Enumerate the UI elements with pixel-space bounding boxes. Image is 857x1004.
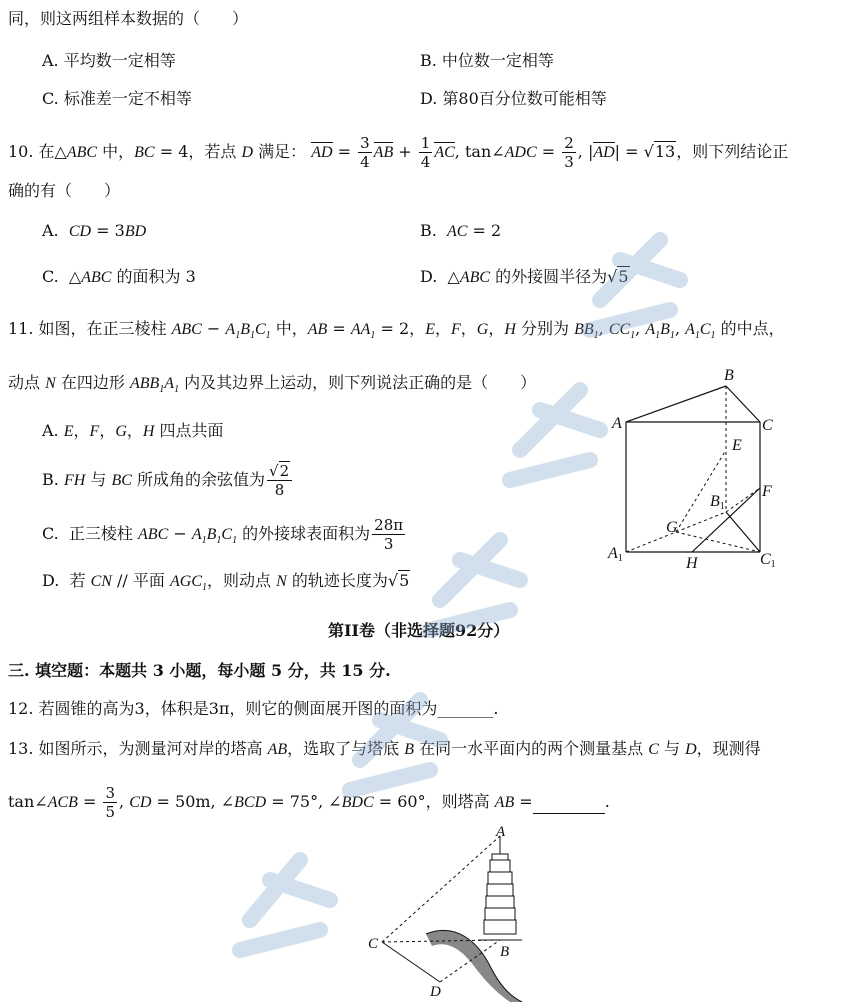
q9-option-d: D. 第80百分位数可能相等 <box>420 89 607 108</box>
q10-vector-equation: AD = $\frac{3}{4}$ AB + $\frac{1}{4}$ AC, tan∠ADC = $\frac{2}{3}$ , |AD| = √13 <box>311 134 676 171</box>
pagoda <box>478 836 522 940</box>
q10-stem: 10. 在△ABC 中，BC = 4，若点 D 满足： AD = $\frac{3}{4}$ AB + $\frac{1}{4}$ AC, tan∠ADC = $\frac{2}{3}$ , |AD| = √13，则下列结论正 <box>8 134 789 171</box>
section-3-heading: 三. 填空题：本题共 3 小题，每小题 5 分，共 15 分. <box>8 661 391 680</box>
q11-option-c: C. 正三棱柱 ABC − $A_1B_1C_1$ 的外接球表面积为 $\frac{28\pi}{3}$ <box>42 516 404 553</box>
q9-option-b: B. 中位数一定相等 <box>420 51 554 70</box>
q9-option-a: A. 平均数一定相等 <box>42 51 176 70</box>
q10-lead: 10. 在△ABC 中，BC = 4，若点 D 满足： <box>8 142 307 161</box>
tower-label-b: B <box>500 944 510 960</box>
q11-stem-line1: 11. 如图，在正三棱柱 ABC − $A_1B_1C_1$ 中，AB = $AA_1 = 2$，E，F，G，H 分别为 $BB_1$, $CC_1$, $A_1B_1$, $A_1C_1$ 的中点， <box>8 319 785 342</box>
q11-option-a: A. E，F，G，H 四点共面 <box>42 421 224 440</box>
label-f: F <box>762 483 772 500</box>
q10-option-c: C. △ABC 的面积为 3 <box>42 267 196 286</box>
label-c: C <box>762 417 773 434</box>
tower-label-d: D <box>430 984 441 1000</box>
prism-figure <box>600 364 790 574</box>
q11-stem-line2: 动点 N 在四边形 $ABB_1A_1$ 内及其边界上运动，则下列说法正确的是（ ） <box>8 373 537 396</box>
q11-option-d: D. 若 CN // 平面 $AGC_1$，则动点 N 的轨迹长度为√5 <box>42 571 410 594</box>
q10-stem-line2: 确的有（ ） <box>8 181 121 200</box>
q10-option-a: A. CD = 3BD <box>42 221 147 240</box>
label-g: G <box>666 519 678 536</box>
q13-stem-line1: 13. 如图所示，为测量河对岸的塔高 AB，选取了与塔底 B 在同一水平面内的两个测量基点 C 与 D，现测得 <box>8 739 761 758</box>
label-b: B <box>724 367 734 384</box>
label-b1: B1 <box>710 493 725 512</box>
q10-option-d: D. △ABC 的外接圆半径为√5 <box>420 267 629 286</box>
label-c1: C1 <box>760 551 776 570</box>
label-a: A <box>612 415 622 432</box>
q12-stem: 12. 若圆锥的高为3，体积是3π，则它的侧面展开图的面积为_______. <box>8 699 499 718</box>
label-e: E <box>732 437 742 454</box>
label-a1: A1 <box>608 545 623 564</box>
q9-option-c: C. 标准差一定不相等 <box>42 89 192 108</box>
section-2-title: 第II卷（非选择题92分） <box>328 621 510 640</box>
tower-figure <box>360 826 540 1002</box>
q10-option-b: B. AC = 2 <box>420 221 502 240</box>
label-h: H <box>686 555 698 572</box>
q13-stem-line2: tan∠ACB = $\frac{3}{5}$ , CD = 50m, ∠BCD = 75°, ∠BDC = 60°，则塔高 AB = . <box>8 784 610 821</box>
tower-label-a: A <box>496 826 506 840</box>
q11-option-b: B. FH 与 BC 所成角的余弦值为 $\frac{√2}{8}$ <box>42 462 294 499</box>
q9-stem-tail: 同，则这两组样本数据的（ ） <box>8 9 249 28</box>
tower-label-c: C <box>368 936 379 952</box>
